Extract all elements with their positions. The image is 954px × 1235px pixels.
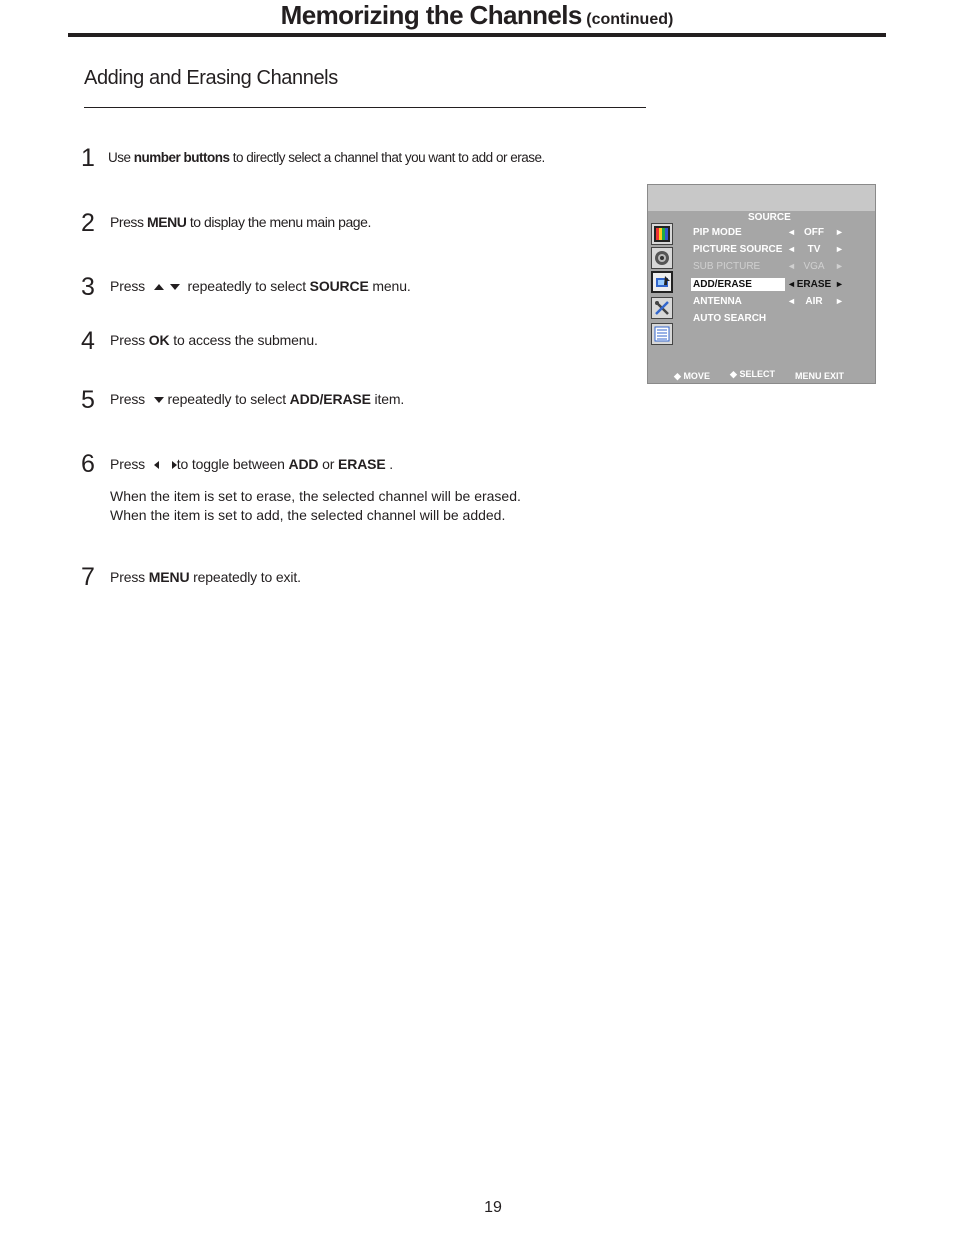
step-text-2 [110, 214, 371, 231]
osd-footer-select [730, 369, 775, 380]
step-text-4 [110, 332, 318, 349]
osd-source-menu [647, 184, 876, 384]
osd-row-auto-search [691, 312, 851, 325]
move-arrows-icon: ◆ [674, 371, 681, 381]
step-4-bold: OK [148, 332, 170, 348]
osd-row-picture-source [691, 243, 851, 256]
page-title [0, 0, 954, 31]
down-arrow-icon [170, 284, 180, 290]
osd-row-label: SUB PICTURE [693, 261, 761, 272]
setup-icon [651, 297, 673, 319]
step-3-pre: Press [110, 278, 149, 294]
step-number-2: 2 [81, 209, 94, 237]
osd-footer-move [674, 371, 710, 382]
step-text-3 [110, 278, 411, 295]
step-1-pre: Use [108, 150, 134, 165]
section-heading: Adding and Erasing Channels [84, 67, 338, 89]
source-icon [651, 271, 673, 293]
picture-icon [651, 223, 673, 245]
step-3-mid: repeatedly to select [183, 278, 310, 294]
step-6-mid: to toggle between [176, 456, 289, 472]
step-3-post: menu. [368, 278, 411, 294]
osd-row-label: AUTO SEARCH [693, 313, 767, 324]
step-text-1 [108, 149, 545, 166]
osd-row-value: OFF [804, 227, 824, 238]
step-text-7 [110, 569, 301, 586]
step-number-5: 5 [81, 386, 94, 414]
step-5-pre: Press [110, 391, 149, 407]
step-5-post: item. [370, 391, 405, 407]
up-arrow-icon [154, 284, 164, 290]
osd-row-value: AIR [805, 296, 823, 307]
step-6-or: or [318, 456, 339, 472]
step-6-pre: Press [110, 456, 149, 472]
sound-icon [651, 247, 673, 269]
step-1-post: to directly select a channel that you want to add or erase. [229, 150, 545, 165]
page-title-main: Memorizing the Channels [280, 0, 582, 30]
osd-row-label: ANTENNA [693, 296, 742, 307]
step-6-bold-add: ADD [288, 456, 319, 472]
section-divider [84, 107, 646, 108]
step-4-pre: Press [110, 332, 149, 348]
osd-footer-exit: MENU EXIT [795, 371, 845, 381]
step-3-bold: SOURCE [309, 278, 369, 294]
title-divider [68, 33, 886, 37]
osd-right-arrow-icon: ► [835, 244, 844, 254]
page-number: 19 [484, 1199, 502, 1216]
step-7-pre: Press [110, 569, 149, 585]
osd-right-arrow-icon: ► [835, 227, 844, 237]
osd-top-bar [648, 185, 876, 211]
step-text-6 [110, 456, 393, 473]
step-2-bold: MENU [146, 214, 187, 230]
step-number-4: 4 [81, 327, 94, 355]
osd-row-sub-picture [691, 260, 851, 273]
down-arrow-icon [154, 397, 164, 403]
step-5-bold: ADD/ERASE [289, 391, 371, 407]
step-4-post: to access the submenu. [169, 332, 318, 348]
step-2-pre: Press [110, 214, 147, 230]
note-add: When the item is set to add, the selected channel will be added. [110, 507, 506, 523]
osd-row-add-erase [691, 278, 851, 291]
osd-row-value: ERASE [796, 279, 832, 290]
osd-footer-move-label: MOVE [683, 371, 710, 381]
osd-right-arrow-icon: ► [835, 296, 844, 306]
osd-footer-select-label: SELECT [739, 369, 775, 379]
osd-row-value: VGA [803, 261, 825, 272]
osd-row-value: TV [807, 244, 821, 255]
step-2-post: to display the menu main page. [186, 214, 371, 230]
osd-left-arrow-icon: ◄ [787, 279, 796, 289]
osd-row-label: PICTURE SOURCE [693, 244, 783, 255]
step-6-bold-erase: ERASE [338, 456, 386, 472]
osd-menu-title: SOURCE [748, 212, 791, 223]
step-1-bold: number buttons [133, 150, 230, 165]
channel-list-icon [651, 323, 673, 345]
select-arrows-icon: ◆ [730, 369, 737, 379]
osd-left-arrow-icon: ◄ [787, 227, 796, 237]
osd-row-antenna [691, 295, 851, 308]
osd-left-arrow-icon: ◄ [787, 261, 796, 271]
osd-right-arrow-icon: ► [835, 261, 844, 271]
osd-left-arrow-icon: ◄ [787, 296, 796, 306]
osd-row-label: ADD/ERASE [691, 278, 785, 291]
step-5-mid: repeatedly to select [163, 391, 290, 407]
note-erase: When the item is set to erase, the selected channel will be erased. [110, 488, 521, 504]
step-7-bold: MENU [148, 569, 190, 585]
osd-left-arrow-icon: ◄ [787, 244, 796, 254]
step-7-post: repeatedly to exit. [189, 569, 301, 585]
left-arrow-icon [154, 461, 159, 469]
osd-row-pip-mode [691, 226, 851, 239]
page-title-subtitle: (continued) [586, 11, 674, 28]
step-6-post: . [385, 456, 394, 472]
step-text-5 [110, 391, 404, 408]
step-number-3: 3 [81, 273, 94, 301]
osd-right-arrow-icon: ► [835, 279, 844, 289]
osd-row-label: PIP MODE [693, 227, 742, 238]
step-number-6: 6 [81, 450, 94, 478]
step-number-7: 7 [81, 563, 94, 591]
step-number-1: 1 [81, 144, 94, 172]
